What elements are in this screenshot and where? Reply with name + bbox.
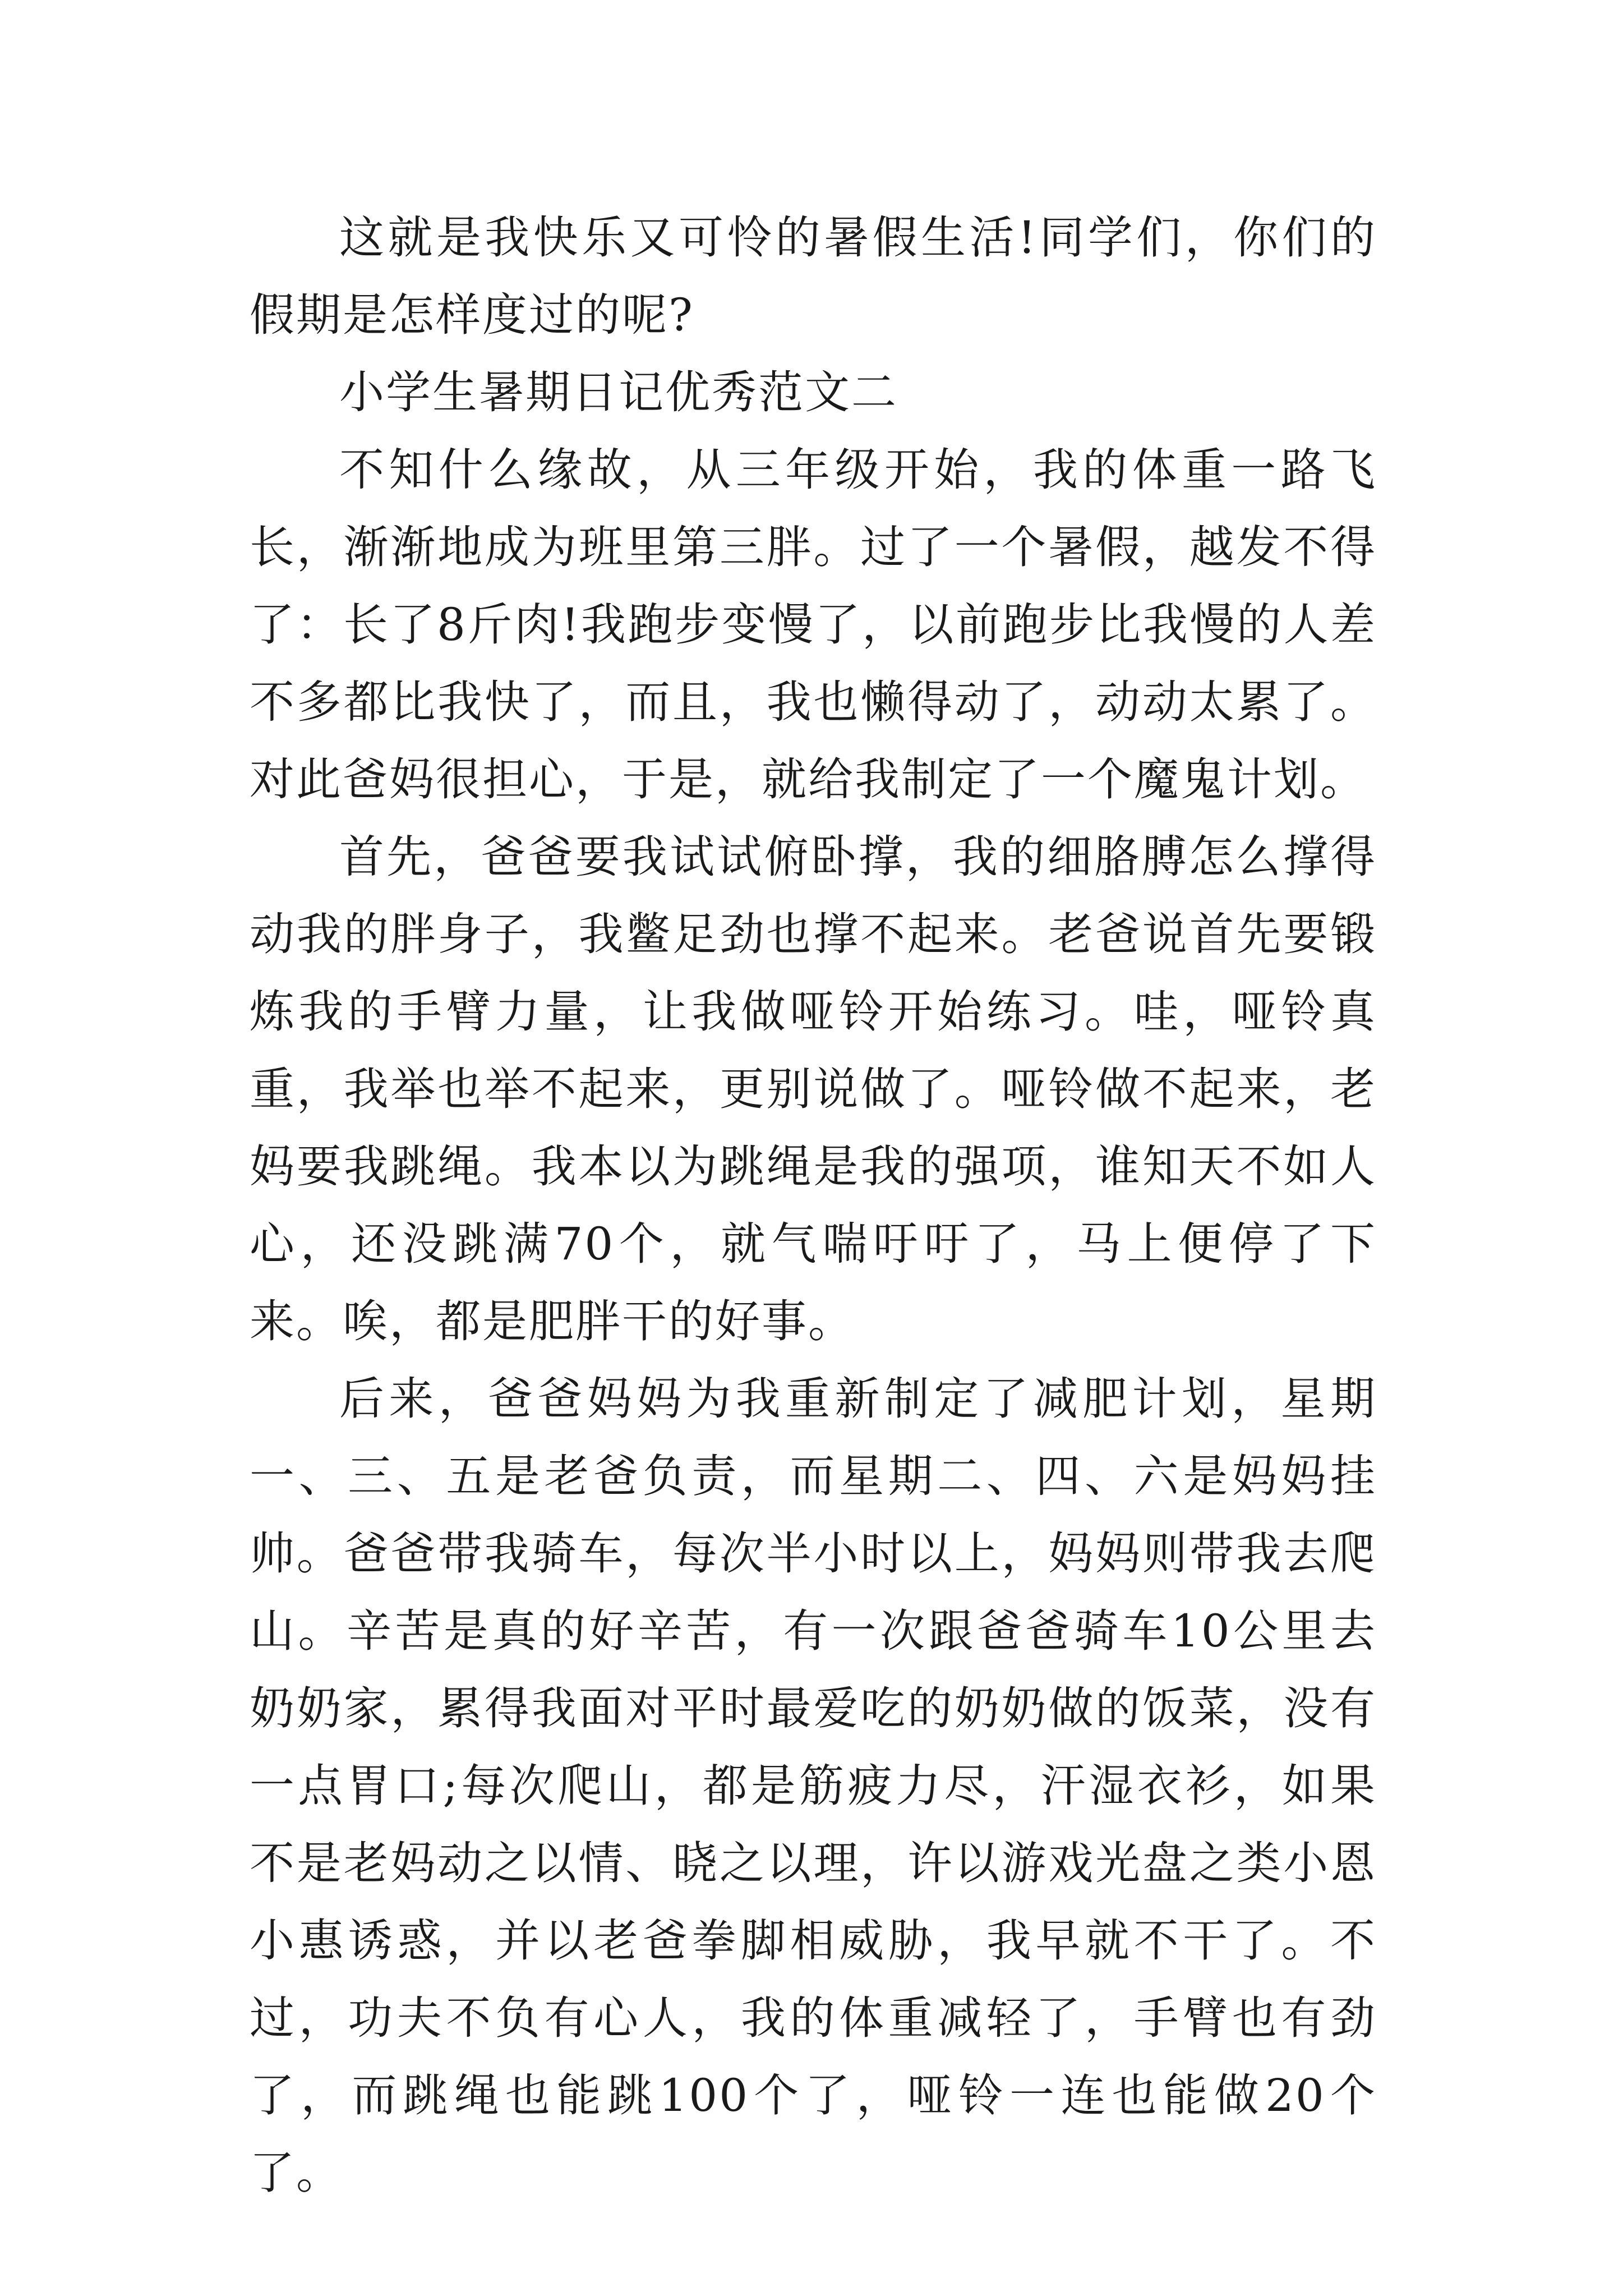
paragraph-plan: 后来，爸爸妈妈为我重新制定了减肥计划，星期一、三、五是老爸负责，而星期二、四、六是妈妈挂帅。爸爸带我骑车，每次半小时以上，妈妈则带我去爬山。辛苦是真的好辛苦，有一次跟爸爸骑车10公里去奶奶家，累得我面对平时最爱吃的奶奶做的饭菜，没有一点胃口;每次爬山，都是筋疲力尽，汗湿衣衫，如果不是老妈动之以情、晓之以理，许以游戏光盘之类小恩小惠诱惑，并以老爸拳脚相威胁，我早就不干了。不过，功夫不负有心人，我的体重减轻了，手臂也有劲了，而跳绳也能跳100个了，哑铃一连也能做20个了。 — [250, 1373, 1377, 2199]
paragraph-exercise: 首先，爸爸要我试试俯卧撑，我的细胳膊怎么撑得动我的胖身子，我鳖足劲也撑不起来。老爸说首先要锻炼我的手臂力量，让我做哑铃开始练习。哇，哑铃真重，我举也举不起来，更别说做了。哑铃做不起来，老妈要我跳绳。我本以为跳绳是我的强项，谁知天不如人心，还没跳满70个，就气喘吁吁了，马上便停了下来。唉，都是肥胖干的好事。 — [250, 831, 1377, 1347]
paragraph-closing: 这就是我快乐又可怜的暑假生活!同学们，你们的假期是怎样度过的呢? — [250, 211, 1377, 341]
section-heading: 小学生暑期日记优秀范文二 — [339, 366, 898, 418]
paragraph-intro: 不知什么缘故，从三年级开始，我的体重一路飞长，渐渐地成为班里第三胖。过了一个暑假，越发不得了：长了8斤肉!我跑步变慢了，以前跑步比我慢的人差不多都比我快了，而且，我也懒得动了，动动太累了。对此爸妈很担心，于是，就给我制定了一个魔鬼计划。 — [250, 444, 1377, 806]
document-body — [250, 199, 1377, 2212]
